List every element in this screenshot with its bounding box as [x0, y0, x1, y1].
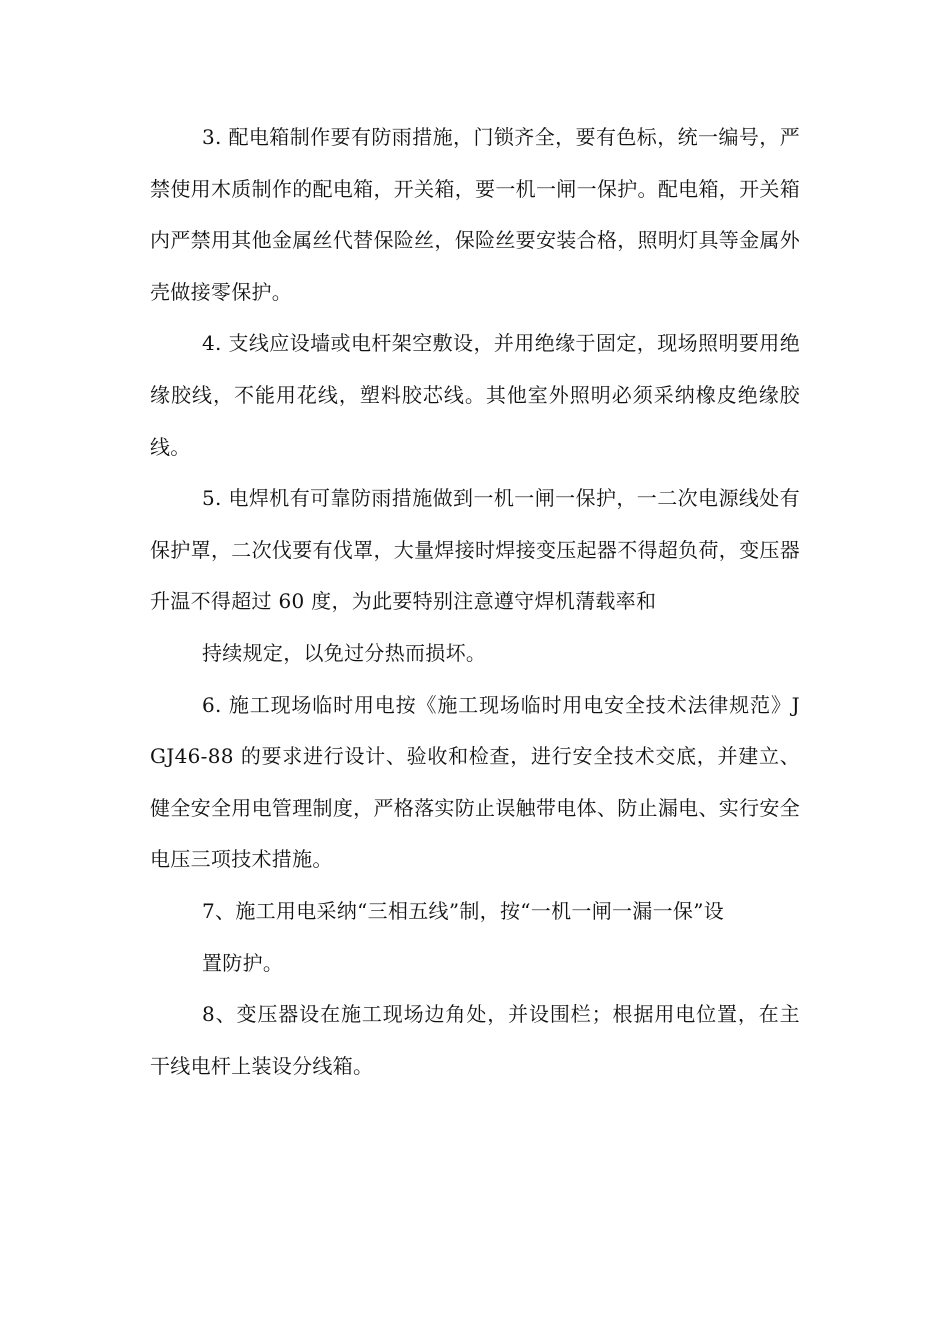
- paragraph-item-6: 6. 施工现场临时用电按《施工现场临时用电安全技术法律规范》JGJ46-88 的要求进行设计、验收和检查，进行安全技术交底，并建立、健全安全用电管理制度，严格落实防止误触带电体、防止漏电、实行安全电压三项技术措施。: [150, 692, 800, 872]
- paragraph-item-5-continuation: 持续规定，以免过分热而损坏。: [202, 640, 487, 665]
- paragraph-item-7: 7、施工用电采纳“三相五线”制，按“一机一闸一漏一保”设: [202, 898, 725, 923]
- paragraph-item-5: 5. 电焊机有可靠防雨措施做到一机一闸一保护，一二次电源线处有保护罩，二次伐要有伐罩，大量焊接时焊接变压起器不得超负荷，变压器升温不得超过 60 度，为此要特别注意遵守焊机蔳载率和: [150, 486, 800, 614]
- paragraph-item-8: 8、变压器设在施工现场边角处，并设围栏；根据用电位置，在主干线电杆上装设分线箱。: [150, 1002, 800, 1078]
- document-body: [150, 112, 800, 1092]
- paragraph-item-7-continuation: 置防护。: [202, 950, 284, 975]
- paragraph-item-4: 4. 支线应设墙或电杆架空敷设，并用绝缘于固定，现场照明要用绝缘胶线，不能用花线，塑料胶芯线。其他室外照明必须采纳橡皮绝缘胶线。: [150, 331, 800, 459]
- paragraph-item-3: 3. 配电箱制作要有防雨措施，门锁齐全，要有色标，统一编号，严禁使用木质制作的配电箱，开关箱，要一机一闸一保护。配电箱，开关箱内严禁用其他金属丝代替保险丝，保险丝要安装合格，照明灯具等金属外壳做接零保护。: [150, 125, 800, 304]
